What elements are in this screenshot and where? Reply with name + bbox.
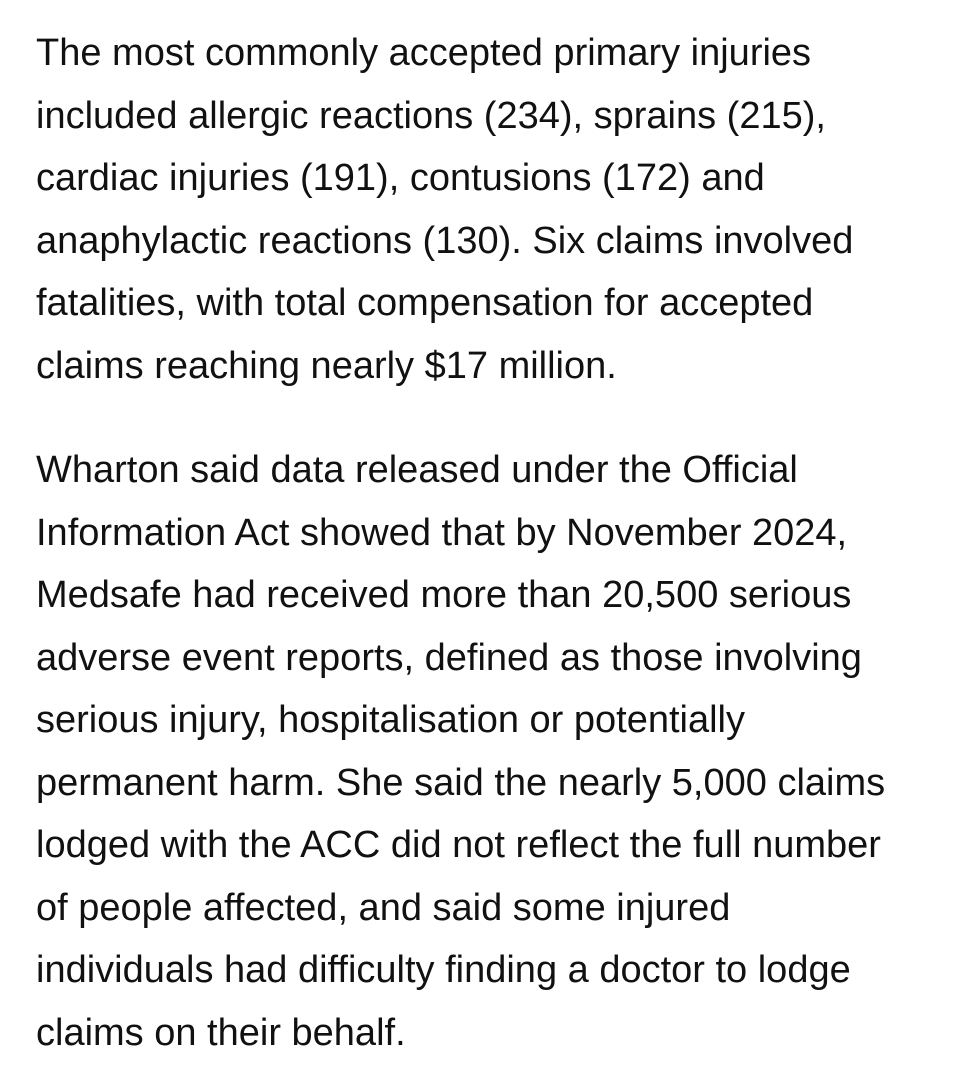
paragraph-line: lodged with the ACC did not reflect the full number bbox=[36, 824, 881, 866]
paragraph-line: included allergic reactions (234), sprains (215), bbox=[36, 94, 826, 137]
paragraph-line: adverse event reports, defined as those involving bbox=[36, 636, 862, 679]
paragraph-line: Wharton said data released under the Official bbox=[36, 449, 798, 491]
paragraph-line: individuals had difficulty finding a doctor to lodge bbox=[36, 949, 851, 991]
paragraph-line: anaphylactic reactions (130). Six claims involved bbox=[36, 219, 854, 262]
paragraph-line: Medsafe had received more than 20,500 serious bbox=[36, 574, 852, 616]
article-body bbox=[36, 22, 969, 1064]
paragraph-line: of people affected, and said some injured bbox=[36, 886, 731, 929]
paragraph-line: The most commonly accepted primary injuries bbox=[36, 32, 812, 74]
paragraph-line: Information Act showed that by November 2024, bbox=[36, 511, 848, 554]
article-paragraph-2 bbox=[36, 439, 969, 1064]
paragraph-spacer bbox=[36, 397, 969, 439]
paragraph-line: fatalities, with total compensation for accepted bbox=[36, 282, 814, 324]
paragraph-line: serious injury, hospitalisation or potentially bbox=[36, 699, 745, 741]
paragraph-line: cardiac injuries (191), contusions (172) and bbox=[36, 157, 765, 199]
article-paragraph-1 bbox=[36, 22, 969, 397]
paragraph-line: permanent harm. She said the nearly 5,000 claims bbox=[36, 761, 886, 804]
paragraph-line: claims reaching nearly $17 million. bbox=[36, 344, 617, 387]
paragraph-line: claims on their behalf. bbox=[36, 1011, 406, 1054]
